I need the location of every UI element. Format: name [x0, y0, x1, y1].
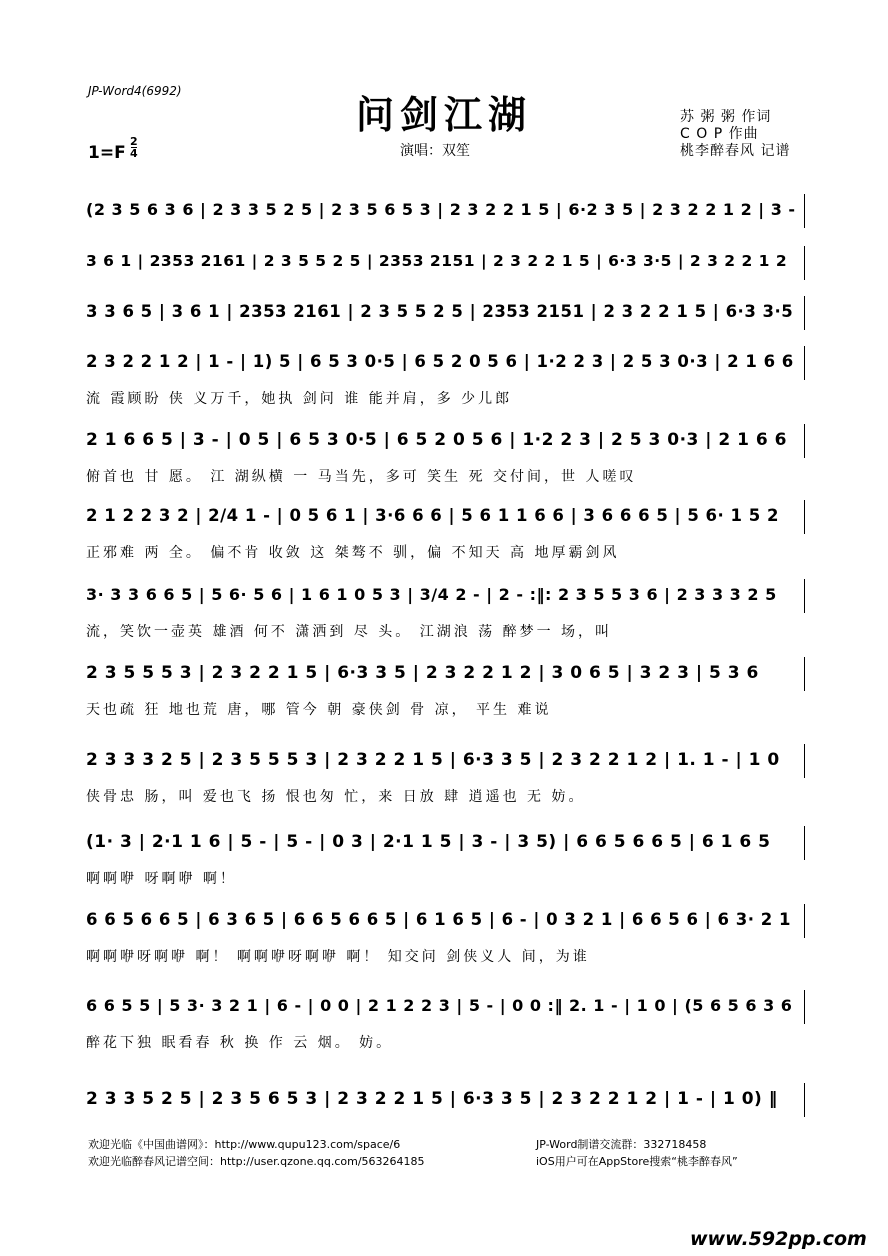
lyrics-line: 啊啊咿 呀啊咿 啊！ [86, 871, 237, 887]
barline [804, 500, 805, 534]
footer-line2-right: iOS用户可在AppStore搜索“桃李醉春风” [536, 1155, 738, 1168]
barline [804, 579, 805, 613]
lyricist-credit: 苏 粥 粥 作词 [680, 109, 772, 125]
notation-line: 2 1 6 6 5 | 3 - | 0 5 | 6 5 3 0·5 | 6 5 2 0 5 6 | 1·2 2 3 | 2 5 3 0·3 | 2 1 6 6 [86, 430, 787, 450]
barline [804, 1083, 805, 1117]
barline [804, 194, 805, 228]
barline [804, 826, 805, 860]
time-numerator: 2 [130, 135, 138, 148]
barline [804, 246, 805, 280]
barline [804, 424, 805, 458]
footer-line1-left: 欢迎光临《中国曲谱网》：http://www.qupu123.com/space/6 [88, 1138, 401, 1151]
software-label: JP-Word4(6992) [88, 84, 182, 98]
notation-line: 2 3 5 5 5 3 | 2 3 2 2 1 5 | 6·3 3 5 | 2 3 2 2 1 2 | 3 0 6 5 | 3 2 3 | 5 3 6 [86, 663, 759, 683]
footer-line2-left: 欢迎光临醉春风记谱空间：http://user.qzone.qq.com/563264185 [88, 1155, 425, 1168]
notation-line: 2 3 2 2 1 2 | 1 - | 1) 5 | 6 5 3 0·5 | 6 5 2 0 5 6 | 1·2 2 3 | 2 5 3 0·3 | 2 1 6 6 [86, 352, 794, 371]
song-title: 问剑江湖 [355, 92, 532, 137]
notation-line: 2 3 3 3 2 5 | 2 3 5 5 5 3 | 2 3 2 2 1 5 | 6·3 3 5 | 2 3 2 2 1 2 | 1. 1 - | 1 0 [86, 750, 780, 770]
notation-line: 6 6 5 5 | 5 3· 3 2 1 | 6 - | 0 0 | 2 1 2 2 3 | 5 - | 0 0 :‖ 2. 1 - | 1 0 | (5 6 5 6 3 6 [86, 996, 793, 1015]
footer [88, 1136, 808, 1170]
barline [804, 744, 805, 778]
lyrics-line: 流，笑饮一壶英 雄酒 何不 潇洒到 尽 头。 江湖浪 荡 醉梦一 场，叫 [86, 624, 613, 640]
transcriber-credit: 桃李醉春风 记谱 [680, 143, 791, 159]
footer-right [536, 1136, 738, 1170]
notation-line: 3· 3 3 6 6 5 | 5 6· 5 6 | 1 6 1 0 5 3 | 3/4 2 - | 2 - :‖: 2 3 5 5 3 6 | 2 3 3 3 2 5 [86, 585, 777, 604]
barline [804, 296, 805, 330]
lyrics-line: 天也疏 狂 地也荒 唐，哪 管今 朝 豪侠剑 骨 凉， 平生 难说 [86, 702, 552, 718]
watermark: www.592pp.com [690, 1228, 867, 1250]
notation-line: 6 6 5 6 6 5 | 6 3 6 5 | 6 6 5 6 6 5 | 6 1 6 5 | 6 - | 0 3 2 1 | 6 6 5 6 | 6 3· 2 1 [86, 910, 791, 929]
credits-block [680, 109, 790, 160]
lyrics-line: 啊啊咿呀啊咿 啊！ 啊啊咿呀啊咿 啊！ 知交问 剑侠义人 间，为谁 [86, 949, 590, 965]
barline [804, 657, 805, 691]
notation-line: 2 1 2 2 3 2 | 2/4 1 - | 0 5 6 1 | 3·6 6 6 | 5 6 1 1 6 6 | 3 6 6 6 5 | 5 6· 1 5 2 [86, 506, 779, 525]
time-signature [130, 136, 138, 159]
notation-line: 3 6 1 | 2353 2161 | 2 3 5 5 2 5 | 2353 2151 | 2 3 2 2 1 5 | 6·3 3·5 | 2 3 2 2 1 2 [86, 252, 788, 270]
lyrics-line: 正邪难 两 全。 偏不肯 收敛 这 桀骜不 驯，偏 不知天 高 地厚霸剑风 [86, 545, 620, 561]
barline [804, 904, 805, 938]
notation-line: 2 3 3 5 2 5 | 2 3 5 6 5 3 | 2 3 2 2 1 5 | 6·3 3 5 | 2 3 2 2 1 2 | 1 - | 1 0) ‖ [86, 1089, 778, 1109]
barline [804, 990, 805, 1024]
lyrics-line: 醉花下独 眠看春 秋 换 作 云 烟。 妨。 [86, 1035, 394, 1051]
lyrics-line: 侠骨忠 肠，叫 爱也飞 扬 恨也匆 忙，来 日放 肆 逍遥也 无 妨。 [86, 789, 586, 805]
key-signature: 1=F [88, 143, 126, 163]
composer-credit: C O P 作曲 [680, 126, 759, 142]
barline [804, 346, 805, 380]
notation-line: (1· 3 | 2·1 1 6 | 5 - | 5 - | 0 3 | 2·1 1 5 | 3 - | 3 5) | 6 6 5 6 6 5 | 6 1 6 5 [86, 832, 771, 852]
notation-line: 3 3 6 5 | 3 6 1 | 2353 2161 | 2 3 5 5 2 5 | 2353 2151 | 2 3 2 2 1 5 | 6·3 3·5 [86, 302, 794, 321]
notation-line: (2 3 5 6 3 6 | 2 3 3 5 2 5 | 2 3 5 6 5 3 | 2 3 2 2 1 5 | 6·2 3 5 | 2 3 2 2 1 2 | 3 - [86, 200, 796, 219]
lyrics-line: 流 霞顾盼 侠 义万千，她执 剑问 谁 能并肩，多 少儿郎 [86, 391, 513, 407]
time-denominator: 4 [130, 147, 138, 160]
footer-line1-right: JP-Word制谱交流群：332718458 [536, 1138, 707, 1151]
lyrics-line: 俯首也 甘 愿。 江 湖纵横 一 马当先，多可 笑生 死 交付间，世 人嗟叹 [86, 469, 637, 485]
singer-credit: 演唱：双笙 [400, 143, 470, 159]
